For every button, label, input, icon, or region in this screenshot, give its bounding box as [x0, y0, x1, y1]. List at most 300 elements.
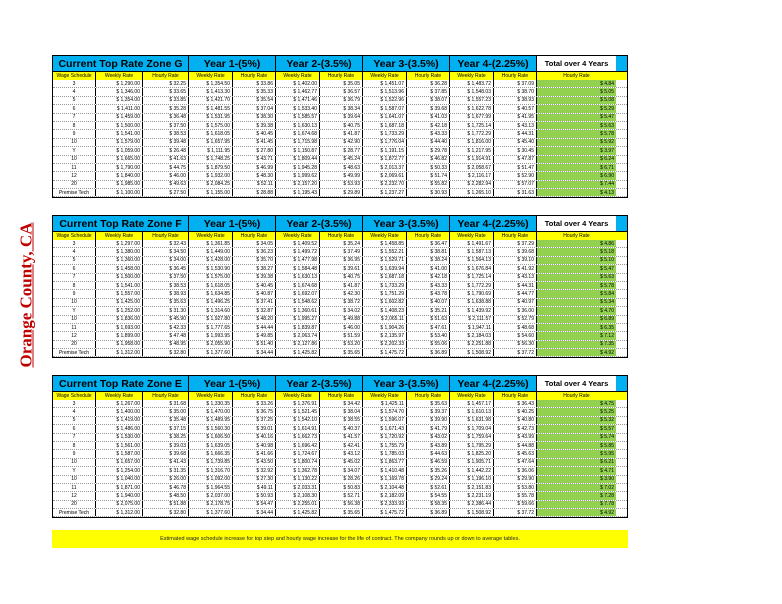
- year-weekly-rate: $ 1,489.95: [189, 417, 233, 424]
- table-row: [53, 122, 627, 130]
- weekly-rate: $ 1,267.00: [96, 400, 143, 407]
- year-hourly-rate: $ 39.61: [320, 265, 363, 272]
- year-weekly-rate: $ 1,863.77: [363, 459, 407, 466]
- year-weekly-rate: $ 1,496.25: [189, 299, 233, 306]
- year-weekly-rate: $ 1,475.72: [363, 349, 407, 356]
- col-year-hourly: Hourly Rate: [494, 392, 537, 400]
- year-hourly-rate: $ 39.64: [320, 114, 363, 121]
- year-weekly-rate: $ 1,413.30: [189, 88, 233, 95]
- year-weekly-rate: $ 1,839.87: [276, 324, 320, 331]
- year-hourly-rate: $ 43.89: [407, 442, 450, 449]
- total-increase: $ 6.35: [537, 324, 616, 331]
- year-hourly-rate: $ 36.95: [320, 257, 363, 264]
- col-weekly-rate: Weekly Rate: [96, 72, 143, 80]
- weekly-rate: $ 1,899.00: [96, 332, 143, 339]
- year-hourly-rate: $ 36.23: [233, 248, 276, 255]
- weekly-rate: $ 1,411.00: [96, 105, 143, 112]
- hourly-rate: $ 38.93: [143, 290, 189, 297]
- year-weekly-rate: $ 1,130.22: [276, 476, 320, 483]
- hourly-rate: $ 42.33: [143, 324, 189, 331]
- year-hourly-rate: $ 39.10: [494, 257, 537, 264]
- year-hourly-rate: $ 40.07: [407, 299, 450, 306]
- col-year-weekly: Weekly Rate: [276, 232, 320, 240]
- year-weekly-rate: $ 2,013.37: [363, 164, 407, 171]
- year-weekly-rate: $ 1,330.35: [189, 400, 233, 407]
- year-hourly-rate: $ 43.13: [494, 122, 537, 129]
- table-row: [53, 189, 627, 197]
- col-year-weekly: Weekly Rate: [189, 232, 233, 240]
- col-year-weekly: Weekly Rate: [276, 72, 320, 80]
- year-weekly-rate: $ 1,477.98: [276, 257, 320, 264]
- year-weekly-rate: $ 1,587.07: [363, 105, 407, 112]
- year-weekly-rate: $ 1,475.72: [363, 509, 407, 516]
- wage-step: 11: [53, 484, 96, 491]
- year-weekly-rate: $ 1,638.88: [450, 299, 494, 306]
- year-weekly-rate: $ 1,560.30: [189, 425, 233, 432]
- year-hourly-rate: $ 56.30: [494, 341, 537, 348]
- year-weekly-rate: $ 1,618.05: [189, 282, 233, 289]
- year-weekly-rate: $ 1,634.85: [189, 290, 233, 297]
- col-year-hourly: Hourly Rate: [407, 72, 450, 80]
- col-year-weekly: Weekly Rate: [363, 72, 407, 80]
- year-hourly-rate: $ 41.66: [233, 450, 276, 457]
- year-weekly-rate: $ 2,151.83: [450, 484, 494, 491]
- footer-text: Estimated wage schedule increase for top step and hourly wage increase for the life of contract. The company rounds up or down to average tables.: [160, 536, 520, 542]
- year-hourly-rate: $ 38.24: [407, 257, 450, 264]
- year-hourly-rate: $ 33.86: [233, 80, 276, 87]
- total-increase: $ 5.78: [537, 130, 616, 137]
- total-increase: $ 4.86: [537, 240, 616, 247]
- weekly-rate: $ 1,254.00: [96, 467, 143, 474]
- hourly-rate: $ 26.00: [143, 476, 189, 483]
- year-hourly-rate: $ 30.45: [494, 147, 537, 154]
- year-hourly-rate: $ 55.78: [494, 492, 537, 499]
- year-weekly-rate: $ 1,191.15: [363, 147, 407, 154]
- year-hourly-rate: $ 53.80: [494, 484, 537, 491]
- col-weekly-rate: Weekly Rate: [96, 232, 143, 240]
- table-row: [53, 282, 627, 290]
- total-increase: $ 5.47: [537, 265, 616, 272]
- year-weekly-rate: $ 2,232.70: [363, 181, 407, 188]
- year-hourly-rate: $ 46.59: [407, 459, 450, 466]
- weekly-rate: $ 1,985.00: [96, 181, 143, 188]
- year-weekly-rate: $ 1,499.72: [276, 248, 320, 255]
- year-weekly-rate: $ 1,790.69: [450, 290, 494, 297]
- year-weekly-rate: $ 2,055.90: [189, 341, 233, 348]
- total-increase: $ 6.24: [537, 156, 616, 163]
- year-header: Year 3-(3.5%): [363, 216, 450, 231]
- table-row: [53, 257, 627, 265]
- weekly-rate: $ 1,400.00: [96, 408, 143, 415]
- year-header: Year 4-(2.25%): [450, 216, 537, 231]
- wage-step: 3: [53, 400, 96, 407]
- year-hourly-rate: $ 44.77: [494, 290, 537, 297]
- hourly-rate: $ 38.53: [143, 282, 189, 289]
- year-weekly-rate: $ 1,462.77: [276, 88, 320, 95]
- col-year-hourly: Hourly Rate: [407, 232, 450, 240]
- table-row: [53, 442, 627, 450]
- hourly-rate: $ 46.78: [143, 484, 189, 491]
- total-increase: $ 4.84: [537, 80, 616, 87]
- year-weekly-rate: $ 1,755.79: [363, 442, 407, 449]
- wage-step: 4: [53, 408, 96, 415]
- year-header: Year 4-(2.25%): [450, 56, 537, 71]
- table-row: [53, 248, 627, 256]
- table-row: [53, 349, 627, 357]
- year-weekly-rate: $ 1,377.60: [189, 509, 233, 516]
- year-weekly-rate: $ 1,825.20: [450, 450, 494, 457]
- year-hourly-rate: $ 40.98: [233, 442, 276, 449]
- year-weekly-rate: $ 2,108.30: [276, 492, 320, 499]
- year-hourly-rate: $ 35.63: [407, 400, 450, 407]
- wage-step: 5: [53, 257, 96, 264]
- weekly-rate: $ 1,840.00: [96, 172, 143, 179]
- hourly-rate: $ 44.75: [143, 164, 189, 171]
- wage-step: 8: [53, 282, 96, 289]
- total-increase: $ 7.78: [537, 501, 616, 508]
- col-year-hourly: Hourly Rate: [233, 392, 276, 400]
- year-hourly-rate: $ 37.41: [233, 299, 276, 306]
- total-increase: $ 5.34: [537, 299, 616, 306]
- year-hourly-rate: $ 52.61: [407, 484, 450, 491]
- year-weekly-rate: $ 1,872.77: [363, 156, 407, 163]
- col-hourly-rate: Hourly Rate: [143, 392, 189, 400]
- table-row: [53, 130, 627, 138]
- wage-step: 10: [53, 139, 96, 146]
- year-hourly-rate: $ 44.44: [233, 324, 276, 331]
- year-hourly-rate: $ 39.01: [233, 425, 276, 432]
- table-row: [53, 400, 627, 408]
- year-weekly-rate: $ 1,733.29: [363, 282, 407, 289]
- year-hourly-rate: $ 34.42: [320, 400, 363, 407]
- weekly-rate: $ 1,587.00: [96, 450, 143, 457]
- year-hourly-rate: $ 40.45: [233, 282, 276, 289]
- year-weekly-rate: $ 1,676.84: [450, 265, 494, 272]
- year-hourly-rate: $ 28.88: [233, 189, 276, 196]
- year-weekly-rate: $ 1,772.29: [450, 130, 494, 137]
- wage-step: 9: [53, 450, 96, 457]
- year-hourly-rate: $ 29.24: [407, 476, 450, 483]
- year-weekly-rate: $ 1,513.96: [363, 88, 407, 95]
- table-body: [52, 400, 628, 518]
- total-increase: $ 5.84: [537, 290, 616, 297]
- weekly-rate: $ 2,075.00: [96, 501, 143, 508]
- year-hourly-rate: $ 34.44: [233, 349, 276, 356]
- wage-step: 20: [53, 501, 96, 508]
- col-wage-schedule: Wage Schedule: [53, 232, 96, 240]
- year-hourly-rate: $ 35.24: [320, 240, 363, 247]
- hourly-rate: $ 31.68: [143, 400, 189, 407]
- year-hourly-rate: $ 40.25: [494, 408, 537, 415]
- year-hourly-rate: $ 37.09: [494, 80, 537, 87]
- year-hourly-rate: $ 35.65: [320, 509, 363, 516]
- total-header: Total over 4 Years: [537, 56, 616, 71]
- year-hourly-rate: $ 43.78: [407, 290, 450, 297]
- year-hourly-rate: $ 51.40: [233, 341, 276, 348]
- region-label: Orange County, CA: [16, 222, 36, 368]
- zone-table: [52, 375, 628, 518]
- hourly-rate: $ 35.00: [143, 408, 189, 415]
- wage-step: 3: [53, 80, 96, 87]
- hourly-rate: $ 39.03: [143, 442, 189, 449]
- wage-step: Y: [53, 467, 96, 474]
- table-row: [53, 181, 627, 189]
- col-wage-schedule: Wage Schedule: [53, 392, 96, 400]
- wage-step: 3: [53, 240, 96, 247]
- year-hourly-rate: $ 35.26: [407, 467, 450, 474]
- year-hourly-rate: $ 34.02: [320, 307, 363, 314]
- total-increase: $ 5.32: [537, 417, 616, 424]
- year-weekly-rate: $ 2,282.94: [450, 181, 494, 188]
- year-hourly-rate: $ 38.04: [320, 408, 363, 415]
- col-total-hourly: Hourly Rate: [563, 393, 590, 399]
- year-hourly-rate: $ 45.02: [320, 459, 363, 466]
- year-hourly-rate: $ 43.33: [407, 130, 450, 137]
- col-total-hourly: Hourly Rate: [563, 233, 590, 239]
- column-subheader: [52, 392, 628, 400]
- year-hourly-rate: $ 40.80: [494, 417, 537, 424]
- weekly-rate: $ 1,693.00: [96, 324, 143, 331]
- table-row: [53, 274, 627, 282]
- total-increase: $ 7.35: [537, 341, 616, 348]
- year-hourly-rate: $ 36.89: [407, 349, 450, 356]
- total-increase: $ 7.28: [537, 492, 616, 499]
- year-hourly-rate: $ 37.49: [320, 248, 363, 255]
- weekly-rate: $ 1,059.00: [96, 147, 143, 154]
- total-increase: $ 7.44: [537, 181, 616, 188]
- year-hourly-rate: $ 35.65: [320, 349, 363, 356]
- col-year-weekly: Weekly Rate: [450, 232, 494, 240]
- year-hourly-rate: $ 41.57: [320, 434, 363, 441]
- weekly-rate: $ 1,940.00: [96, 492, 143, 499]
- table-body: [52, 80, 628, 198]
- year-weekly-rate: $ 1,999.62: [276, 172, 320, 179]
- year-hourly-rate: $ 37.72: [494, 509, 537, 516]
- weekly-rate: $ 1,252.00: [96, 307, 143, 314]
- table-row: [53, 459, 627, 467]
- year-hourly-rate: $ 38.30: [233, 114, 276, 121]
- wage-step: Premise Tech: [53, 189, 96, 196]
- year-weekly-rate: $ 1,402.00: [276, 80, 320, 87]
- table-row: [53, 316, 627, 324]
- wage-step: 12: [53, 492, 96, 499]
- year-hourly-rate: $ 50.93: [233, 492, 276, 499]
- year-weekly-rate: $ 1,759.64: [450, 434, 494, 441]
- total-increase: $ 4.92: [537, 509, 616, 516]
- year-hourly-rate: $ 42.18: [407, 274, 450, 281]
- table-row: [53, 434, 627, 442]
- hourly-rate: $ 48.50: [143, 492, 189, 499]
- year-weekly-rate: $ 2,182.09: [363, 492, 407, 499]
- year-hourly-rate: $ 31.63: [494, 189, 537, 196]
- year-weekly-rate: $ 1,614.91: [276, 425, 320, 432]
- year-hourly-rate: $ 38.27: [233, 265, 276, 272]
- year-hourly-rate: $ 36.75: [233, 408, 276, 415]
- year-weekly-rate: $ 2,111.57: [450, 316, 494, 323]
- weekly-rate: $ 1,297.00: [96, 240, 143, 247]
- weekly-rate: $ 1,579.00: [96, 139, 143, 146]
- year-hourly-rate: $ 36.00: [494, 307, 537, 314]
- hourly-rate: $ 38.53: [143, 130, 189, 137]
- table-row: [53, 80, 627, 88]
- year-weekly-rate: $ 1,425.82: [276, 349, 320, 356]
- year-hourly-rate: $ 37.29: [494, 240, 537, 247]
- year-hourly-rate: $ 39.37: [407, 408, 450, 415]
- table-row: [53, 467, 627, 475]
- weekly-rate: $ 1,541.00: [96, 130, 143, 137]
- year-weekly-rate: $ 1,587.13: [450, 248, 494, 255]
- year-header: Year 1-(5%): [189, 376, 276, 391]
- hourly-rate: $ 26.48: [143, 147, 189, 154]
- year-weekly-rate: $ 1,421.70: [189, 97, 233, 104]
- wage-step: 8: [53, 442, 96, 449]
- year-weekly-rate: $ 1,914.91: [450, 156, 494, 163]
- year-weekly-rate: $ 1,709.04: [450, 425, 494, 432]
- total-increase: $ 4.75: [537, 400, 616, 407]
- wage-step: Y: [53, 307, 96, 314]
- year-weekly-rate: $ 2,063.74: [276, 332, 320, 339]
- total-increase: $ 6.71: [537, 164, 616, 171]
- year-header: Year 1-(5%): [189, 216, 276, 231]
- total-increase: $ 7.02: [537, 484, 616, 491]
- year-weekly-rate: $ 1,748.25: [189, 156, 233, 163]
- total-increase: $ 5.74: [537, 434, 616, 441]
- year-weekly-rate: $ 1,574.70: [363, 408, 407, 415]
- year-weekly-rate: $ 1,964.55: [189, 484, 233, 491]
- wage-step: 12: [53, 332, 96, 339]
- year-weekly-rate: $ 1,316.70: [189, 467, 233, 474]
- hourly-rate: $ 45.90: [143, 316, 189, 323]
- year-hourly-rate: $ 39.68: [407, 105, 450, 112]
- col-total-hourly: Hourly Rate: [563, 73, 590, 79]
- year-hourly-rate: $ 40.97: [494, 299, 537, 306]
- wage-step: 7: [53, 274, 96, 281]
- wage-step: 6: [53, 105, 96, 112]
- year-hourly-rate: $ 55.82: [407, 181, 450, 188]
- total-increase: $ 5.95: [537, 450, 616, 457]
- table-row: [53, 425, 627, 433]
- col-year-weekly: Weekly Rate: [450, 72, 494, 80]
- year-hourly-rate: $ 42.18: [407, 122, 450, 129]
- weekly-rate: $ 1,425.00: [96, 299, 143, 306]
- year-weekly-rate: $ 1,671.43: [363, 425, 407, 432]
- col-year-hourly: Hourly Rate: [233, 232, 276, 240]
- year-weekly-rate: $ 1,584.48: [276, 265, 320, 272]
- table-row: [53, 114, 627, 122]
- year-hourly-rate: $ 34.05: [233, 240, 276, 247]
- year-weekly-rate: $ 1,354.50: [189, 80, 233, 87]
- year-weekly-rate: $ 1,542.10: [276, 417, 320, 424]
- total-increase: $ 5.85: [537, 442, 616, 449]
- year-weekly-rate: $ 1,905.71: [450, 459, 494, 466]
- year-weekly-rate: $ 2,386.44: [450, 501, 494, 508]
- year-hourly-rate: $ 38.07: [407, 97, 450, 104]
- year-weekly-rate: $ 1,548.03: [450, 88, 494, 95]
- wage-step: 8: [53, 122, 96, 129]
- table-row: [53, 324, 627, 332]
- table-body: [52, 240, 628, 358]
- year-hourly-rate: $ 47.64: [494, 459, 537, 466]
- year-weekly-rate: $ 2,058.67: [450, 164, 494, 171]
- year-weekly-rate: $ 1,585.57: [276, 114, 320, 121]
- year-weekly-rate: $ 2,037.00: [189, 492, 233, 499]
- wage-step: Premise Tech: [53, 509, 96, 516]
- year-hourly-rate: $ 29.90: [494, 476, 537, 483]
- year-hourly-rate: $ 48.68: [494, 324, 537, 331]
- hourly-rate: $ 39.68: [143, 450, 189, 457]
- year-weekly-rate: $ 2,127.86: [276, 341, 320, 348]
- wage-step: 4: [53, 248, 96, 255]
- total-increase: $ 3.97: [537, 147, 616, 154]
- hourly-rate: $ 51.88: [143, 501, 189, 508]
- year-weekly-rate: $ 1,657.95: [189, 139, 233, 146]
- col-year-weekly: Weekly Rate: [363, 392, 407, 400]
- zone-header: [52, 215, 628, 232]
- weekly-rate: $ 1,500.00: [96, 122, 143, 129]
- year-header: Year 4-(2.25%): [450, 376, 537, 391]
- weekly-rate: $ 1,040.00: [96, 476, 143, 483]
- weekly-rate: $ 1,419.00: [96, 417, 143, 424]
- wage-step: 7: [53, 114, 96, 121]
- total-increase: $ 3.90: [537, 476, 616, 483]
- side-label: [6, 215, 46, 375]
- year-weekly-rate: $ 1,687.18: [363, 122, 407, 129]
- year-hourly-rate: $ 36.79: [320, 97, 363, 104]
- year-weekly-rate: $ 1,677.99: [450, 114, 494, 121]
- total-increase: $ 5.08: [537, 97, 616, 104]
- weekly-rate: $ 1,380.00: [96, 248, 143, 255]
- total-header: Total over 4 Years: [537, 376, 616, 391]
- wage-step: Y: [53, 147, 96, 154]
- year-weekly-rate: $ 1,733.29: [363, 130, 407, 137]
- year-hourly-rate: $ 32.87: [233, 307, 276, 314]
- wage-step: 10: [53, 316, 96, 323]
- year-hourly-rate: $ 38.55: [320, 417, 363, 424]
- year-weekly-rate: $ 2,178.75: [189, 501, 233, 508]
- table-row: [53, 299, 627, 307]
- table-row: [53, 492, 627, 500]
- table-row: [53, 290, 627, 298]
- weekly-rate: $ 1,790.00: [96, 164, 143, 171]
- year-weekly-rate: $ 1,557.23: [450, 97, 494, 104]
- col-hourly-rate: Hourly Rate: [143, 232, 189, 240]
- total-increase: $ 5.10: [537, 257, 616, 264]
- weekly-rate: $ 1,354.00: [96, 97, 143, 104]
- hourly-rate: $ 32.25: [143, 80, 189, 87]
- zone-table: [52, 55, 628, 198]
- year-weekly-rate: $ 1,751.29: [363, 290, 407, 297]
- year-weekly-rate: $ 1,529.71: [363, 257, 407, 264]
- hourly-rate: $ 46.00: [143, 172, 189, 179]
- year-weekly-rate: $ 1,425.82: [276, 509, 320, 516]
- year-header: Year 2-(3.5%): [276, 376, 363, 391]
- year-weekly-rate: $ 1,618.05: [189, 130, 233, 137]
- table-row: [53, 240, 627, 248]
- year-weekly-rate: $ 1,439.92: [450, 307, 494, 314]
- weekly-rate: $ 1,530.00: [96, 434, 143, 441]
- weekly-rate: $ 1,500.00: [96, 274, 143, 281]
- year-hourly-rate: $ 43.33: [407, 282, 450, 289]
- weekly-rate: $ 1,312.00: [96, 509, 143, 516]
- year-weekly-rate: $ 2,255.01: [276, 501, 320, 508]
- hourly-rate: $ 33.85: [143, 97, 189, 104]
- year-weekly-rate: $ 1,548.62: [276, 299, 320, 306]
- year-hourly-rate: $ 27.30: [233, 476, 276, 483]
- year-weekly-rate: $ 1,606.50: [189, 434, 233, 441]
- table-row: [53, 97, 627, 105]
- total-increase: $ 5.63: [537, 122, 616, 129]
- col-wage-schedule: Wage Schedule: [53, 72, 96, 80]
